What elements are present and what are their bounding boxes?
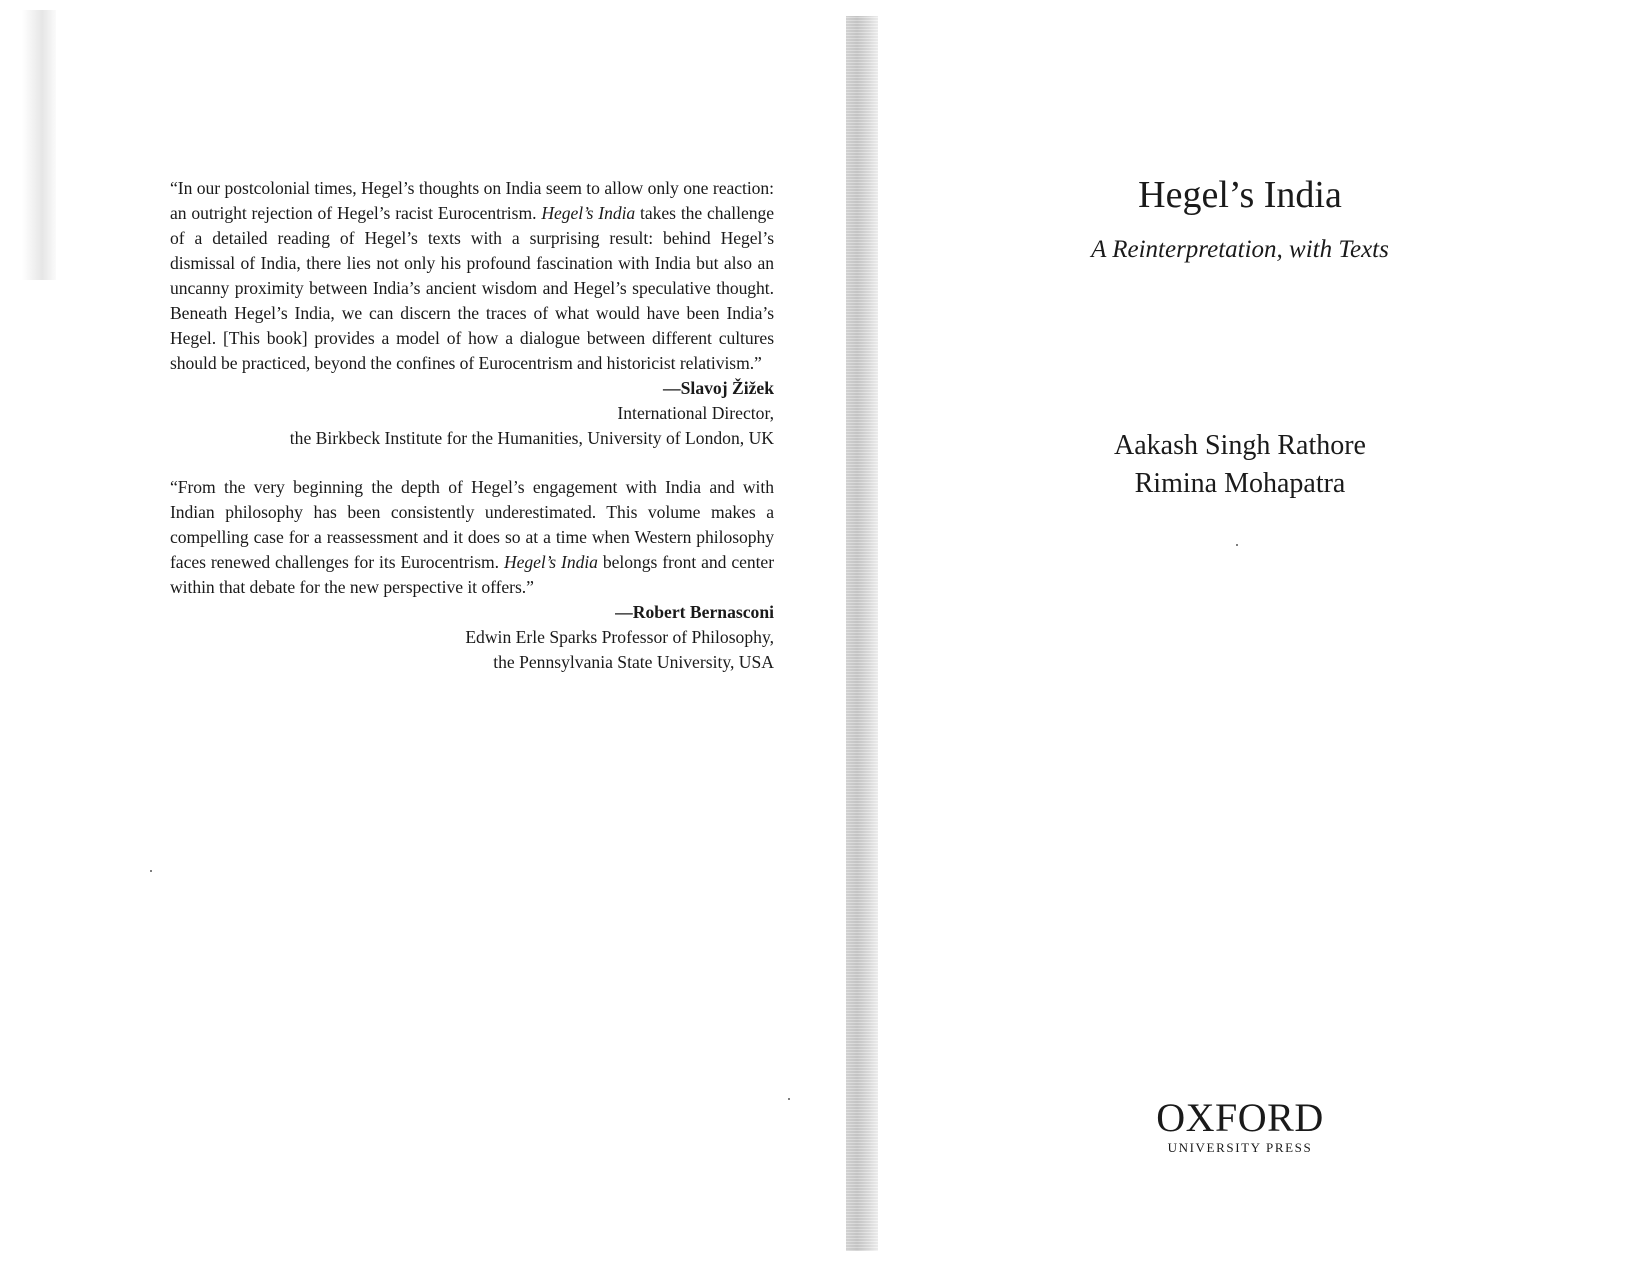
scan-speck bbox=[788, 1098, 790, 1100]
endorsement-quote bbox=[170, 475, 774, 600]
book-gutter bbox=[846, 16, 878, 1251]
author-name: Aakash Singh Rathore bbox=[1114, 430, 1366, 461]
quote-text: “From the very beginning the depth of Hegel’s engagement with India and with Indian philosophy has been consistently underestimated. This volume makes a compelling case for a reassessment and it does so at a time when Western philosophy faces renewed challenges for its Eurocentrism. bbox=[170, 477, 774, 572]
author-list bbox=[1030, 427, 1450, 503]
publisher-subline: UNIVERSITY PRESS bbox=[1167, 1140, 1313, 1155]
endorser-affiliation: Edwin Erle Sparks Professor of Philosophy, bbox=[465, 627, 774, 647]
scan-speck bbox=[1236, 544, 1238, 546]
quote-text: takes the challenge of a detailed reading of Hegel’s texts with a surprising result: behind Hegel’s dismissal of India, there lies not only his profound fascination with India but also an uncanny proximity between India’s ancient wisdom and Hegel’s speculative thought. Beneath Hegel’s India, we can discern the traces of what would have been India’s Hegel. [This book] provides a model of how a dialogue between different cultures should be practiced, beyond the confines of Eurocentrism and historicist relativism.” bbox=[170, 203, 774, 373]
publisher-name: OXFORD bbox=[1156, 1095, 1324, 1140]
book-title-reference: Hegel’s India bbox=[503, 552, 598, 572]
endorser-name: —Slavoj Žižek bbox=[663, 378, 774, 398]
author-name: Rimina Mohapatra bbox=[1134, 468, 1346, 499]
book-subtitle: A Reinterpretation, with Texts bbox=[1091, 236, 1389, 263]
endorser-affiliation: the Pennsylvania State University, USA bbox=[493, 652, 774, 672]
endorsement-bernasconi bbox=[170, 475, 774, 675]
page-edge-shadow bbox=[22, 10, 56, 280]
scan-speck bbox=[150, 870, 152, 872]
endorser-affiliation: International Director, bbox=[617, 403, 774, 423]
endorsement-zizek bbox=[170, 176, 774, 451]
endorsement-quote bbox=[170, 176, 774, 376]
publisher-logo bbox=[1030, 1095, 1450, 1156]
quote-text: belongs front and center within that debate for the new perspective it offers.” bbox=[170, 552, 774, 597]
book-title: Hegel’s India bbox=[1138, 174, 1342, 216]
endorser-affiliation: the Birkbeck Institute for the Humanities, University of London, UK bbox=[289, 428, 774, 448]
quote-text: “In our postcolonial times, Hegel’s thoughts on India seem to allow only one reaction: an outright rejection of Hegel’s racist Eurocentrism. bbox=[170, 178, 774, 223]
endorsements-page bbox=[170, 176, 774, 675]
endorser-name: —Robert Bernasconi bbox=[615, 602, 774, 622]
book-title-reference: Hegel’s India bbox=[541, 203, 636, 223]
